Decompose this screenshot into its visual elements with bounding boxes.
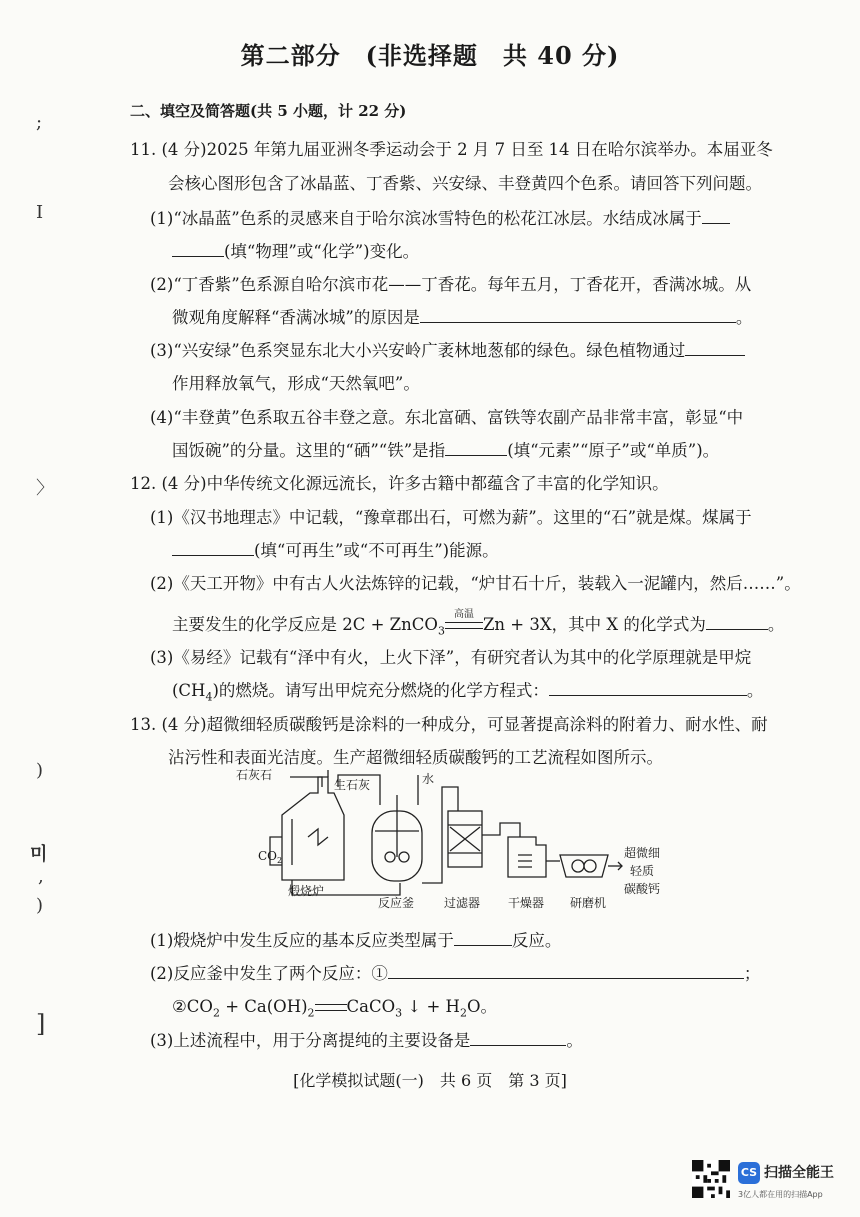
q12-p2a: (2)《天工开物》中有古人火法炼锌的记载，“炉甘石十斤，装载入一泥罐内，然后……”。 <box>150 574 801 593</box>
edge-mark: 〉 <box>36 478 54 499</box>
q12-p3a: (3)《易经》记载有“泽中有火，上火下泽”，有研究者认为其中的化学原理就是甲烷 <box>150 648 752 667</box>
q11-line2: 会核心图形包含了冰晶蓝、丁香紫、兴安绿、丰登黄四个色系。请回答下列问题。 <box>168 174 762 193</box>
answer-blank[interactable] <box>549 679 747 696</box>
answer-blank[interactable] <box>445 439 507 456</box>
scanner-name: 扫描全能王 <box>764 1165 834 1181</box>
q11-p3a: (3)“兴安绿”色系突显东北大小兴安岭广袤林地葱郁的绿色。绿色植物通过 <box>150 337 745 361</box>
answer-blank[interactable] <box>172 240 224 257</box>
q11-p1a: (1)“冰晶蓝”色系的灵感来自于哈尔滨冰雪特色的松花江冰层。水结成冰属于 <box>150 205 730 229</box>
q13-line1: 13. (4 分)超微细轻质碳酸钙是涂料的一种成分，可显著提高涂料的附着力、耐水性、耐 <box>130 715 768 734</box>
answer-blank[interactable] <box>172 539 254 556</box>
q12-p1b: (填“可再生”或“不可再生”)能源。 <box>172 537 499 561</box>
answer-blank[interactable] <box>470 1029 566 1046</box>
label-product-1: 超微细 <box>624 846 661 860</box>
q13-p3: (3)上述流程中，用于分离提纯的主要设备是 。 <box>150 1031 583 1050</box>
answer-blank[interactable] <box>685 339 745 356</box>
reaction-arrow <box>315 997 347 1016</box>
edge-mark: ) <box>36 895 44 916</box>
q11-p2a: (2)“丁香紫”色系源自哈尔滨市花——丁香花。每年五月，丁香花开，香满冰城。从 <box>150 275 752 294</box>
reaction-arrow: 高温 <box>445 615 483 634</box>
label-co2: $CO_2$ <box>258 849 283 865</box>
label-dryer: 干燥器 <box>508 896 545 910</box>
edge-mark: ] <box>36 1010 46 1038</box>
page-footer: [化学模拟试题(一) 共 6 页 第 3 页] <box>293 1071 567 1090</box>
q12-p2b: 主要发生的化学反应是 2C + ZnCO$_3$ 高温 Zn + 3X，其中 X 的化学式为 。 <box>172 609 785 638</box>
answer-blank[interactable] <box>388 962 744 979</box>
q13-p1: (1)煅烧炉中发生反应的基本反应类型属于 反应。 <box>150 931 562 950</box>
q13-p2a: (2)反应釜中发生了两个反应：① ； <box>150 964 761 983</box>
page-title: 第二部分 (非选择题 共 40 分) <box>240 41 620 70</box>
scanner-logo-icon: CS <box>738 1162 760 1184</box>
q11-p4b: 国饭碗”的分量。这里的“硒”“铁”是指 (填“元素”“原子”或“单质”)。 <box>172 441 720 460</box>
edge-mark: ) <box>36 760 44 781</box>
edge-mark: 미 <box>30 844 48 865</box>
section-heading: 二、填空及简答题(共 5 小题，计 22 分) <box>130 102 407 120</box>
label-product-2: 轻质 <box>630 864 655 878</box>
qr-code-icon <box>692 1160 730 1198</box>
edge-mark: ; <box>36 112 43 133</box>
label-mill: 研磨机 <box>570 896 607 910</box>
label-water: 水 <box>422 772 435 786</box>
q13-p2c: $②CO_2 + Ca(OH)_2$ CaCO$_3$ ↓ + $H_2O$。 <box>172 997 497 1020</box>
q12-line1: 12. (4 分)中华传统文化源远流长，许多古籍中都蕴含了丰富的化学知识。 <box>130 474 669 493</box>
q11-p3b: 作用释放氧气，形成“天然氧吧”。 <box>172 374 420 393</box>
answer-blank[interactable] <box>420 306 736 323</box>
answer-blank[interactable] <box>702 207 730 224</box>
answer-blank[interactable] <box>706 613 768 630</box>
q11-p1b: (填“物理”或“化学”)变化。 <box>172 238 419 262</box>
process-flow-diagram <box>230 765 670 915</box>
q13-line2: 沾污性和表面光洁度。生产超微细轻质碳酸钙的工艺流程如图所示。 <box>168 748 663 767</box>
q11-p4a: (4)“丰登黄”色系取五谷丰登之意。东北富硒、富铁等农副产品非常丰富，彰显“中 <box>150 408 744 427</box>
label-limestone: 石灰石 <box>236 768 273 782</box>
scanner-tagline: 3亿人都在用的扫描App <box>738 1190 823 1199</box>
label-reactor: 反应釜 <box>378 896 415 910</box>
label-quicklime: 生石灰 <box>334 778 371 792</box>
q11-p2b: 微观角度解释“香满冰城”的原因是 。 <box>172 308 753 327</box>
edge-mark: , <box>38 866 44 887</box>
edge-mark: I <box>36 202 44 223</box>
q12-p3b: $(CH_4)$的燃烧。请写出甲烷充分燃烧的化学方程式： 。 <box>172 681 764 704</box>
label-product-3: 碳酸钙 <box>624 882 661 896</box>
answer-blank[interactable] <box>454 929 512 946</box>
q11-line1: 11. (4 分)2025 年第九届亚洲冬季运动会于 2 月 7 日至 14 日在哈尔滨举办。本届亚冬 <box>130 140 773 159</box>
q12-p1a: (1)《汉书地理志》中记载，“豫章郡出石，可燃为薪”。这里的“石”就是煤。煤属于 <box>150 508 752 527</box>
label-filter: 过滤器 <box>444 896 481 910</box>
label-furnace: 煅烧炉 <box>288 884 325 898</box>
